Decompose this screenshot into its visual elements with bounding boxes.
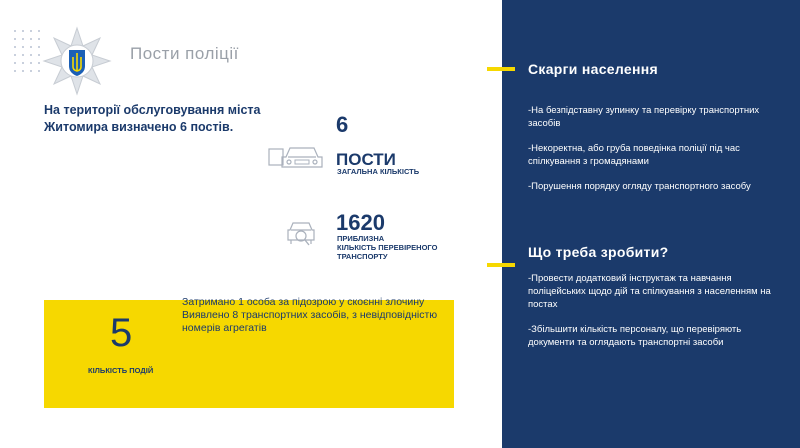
dots-decoration [14, 30, 42, 76]
posts-label: ПОСТИ [336, 150, 396, 169]
complaint-item: -Некоректна, або груба поведінка поліції під час спілкування з громадянами [528, 143, 740, 167]
police-emblem-icon [42, 26, 112, 96]
todo-title: Що треба зробити? [528, 244, 669, 260]
car-inspection-icon [284, 216, 318, 250]
events-caption: КІЛЬКІСТЬ ПОДІЙ [88, 366, 154, 375]
vehicles-caption [337, 234, 487, 261]
car-front-icon [268, 143, 330, 171]
intro-text: На території обслуговування міста Житомира визначено 6 постів. [44, 103, 261, 134]
vehicles-caption-line-2: КІЛЬКІСТЬ ПЕРЕВІРЕНОГО [337, 243, 438, 252]
page-title: Пости поліції [130, 44, 239, 63]
events-count: 5 [110, 311, 133, 355]
complaint-item: -На безпідставну зупинку та перевірку транспортних засобів [528, 105, 760, 129]
vehicles-caption-line-1: ПРИБЛИЗНА [337, 234, 385, 243]
complaints-title: Скарги населення [528, 61, 658, 77]
todo-item: -Збільшити кількість персоналу, що перевіряють документи та оглядають транспортні засоби [528, 324, 742, 348]
detained-line: Затримано 1 особа за підозрою у скоєнні злочину [182, 296, 425, 308]
posts-caption: ЗАГАЛЬНА КІЛЬКІСТЬ [337, 167, 420, 176]
posts-count: 6 [336, 112, 349, 137]
todo-item: -Провести додатковий інструктаж та навчання поліцейських щодо дій та спілкування з населенням на постах [528, 273, 771, 310]
events-details [182, 296, 452, 335]
vehicles-found-line: Виявлено 8 транспортних засобів, з невідповідністю номерів агрегатів [182, 309, 438, 334]
vehicles-count: 1620 [336, 210, 385, 235]
complaints-accent-bar [487, 67, 515, 71]
vehicles-caption-line-3: ТРАНСПОРТУ [337, 252, 388, 261]
todo-accent-bar [487, 263, 515, 267]
complaint-item: -Порушення порядку огляду транспортного засобу [528, 181, 751, 192]
